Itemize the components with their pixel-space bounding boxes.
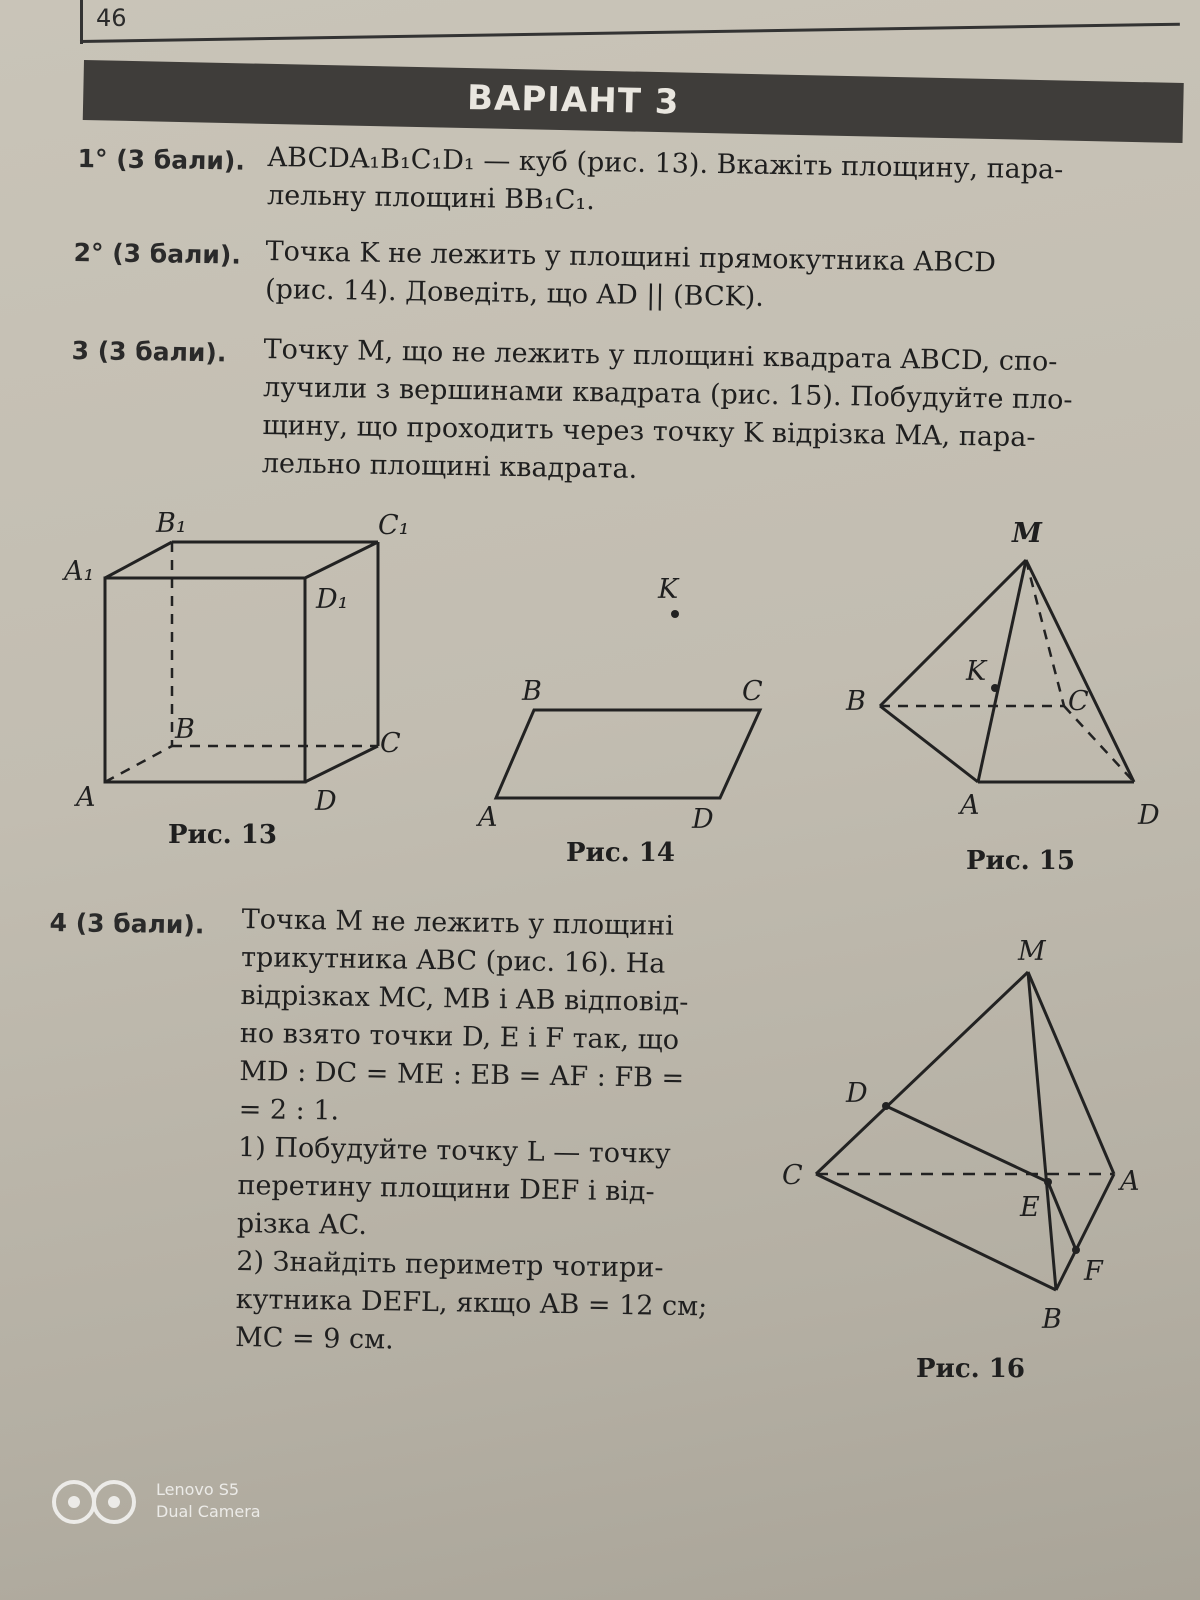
cube-hidden-edge <box>105 746 172 782</box>
edge-MB <box>880 560 1026 706</box>
label-C: C <box>742 676 763 707</box>
task-3-line: лельно площині квадрата. <box>261 448 638 485</box>
header-rule-horizontal <box>80 23 1180 43</box>
label-B: B <box>175 714 195 745</box>
task-3-line: щину, що проходить через точку K відрізка MA, пара- <box>262 410 1036 454</box>
task-2-line: (рис. 14). Доведіть, що AD || (BCK). <box>264 274 765 313</box>
task-4-line: 2) Знайдіть периметр чотири- <box>236 1245 664 1284</box>
label-B1: B₁ <box>156 510 187 539</box>
label-D: D <box>846 1078 868 1109</box>
point-F <box>1072 1246 1080 1254</box>
point-E <box>1044 1178 1052 1186</box>
task-2-label: 2° (3 бали). <box>73 237 242 270</box>
task-1-line: лельну площині BB₁C₁. <box>266 179 596 217</box>
task-2-line: Точка K не лежить у площині прямокутника ABCD <box>265 236 997 279</box>
label-A1: A₁ <box>64 556 95 587</box>
figure-13-caption: Рис. 13 <box>168 820 277 850</box>
label-M: M <box>1018 936 1046 967</box>
page-number: 46 <box>96 4 127 32</box>
label-F: F <box>1084 1256 1103 1287</box>
label-D: D <box>692 804 714 835</box>
task-4-line: MC = 9 см. <box>234 1321 394 1356</box>
task-1-label: 1° (3 бали). <box>77 143 246 176</box>
label-D: D <box>1138 800 1160 831</box>
edge-MA <box>1028 972 1114 1174</box>
edge-MC <box>816 972 1028 1174</box>
label-A: A <box>76 782 96 810</box>
figure-15-caption: Рис. 15 <box>966 846 1075 876</box>
task-4-line: Точка M не лежить у площині <box>241 904 675 942</box>
label-K: K <box>658 574 679 605</box>
hidden-edge-CD <box>1064 706 1134 782</box>
task-4-label: 4 (3 бали). <box>49 907 205 940</box>
label-A: A <box>478 802 498 833</box>
label-E: E <box>1020 1192 1040 1223</box>
rectangle-ABCD <box>496 710 760 798</box>
label-B: B <box>1042 1304 1062 1335</box>
task-3-line: Точку M, що не лежить у площині квадрата ABCD, спо- <box>263 334 1058 378</box>
cube-edge <box>305 542 378 578</box>
task-4-line: но взято точки D, E і F так, що <box>239 1018 680 1056</box>
task-4-line: 1) Побудуйте точку L — точку <box>237 1131 671 1170</box>
task-4-line: = 2 : 1. <box>238 1093 340 1127</box>
figure-13-cube <box>60 510 440 810</box>
variant-title: ВАРІАНТ 3 <box>466 78 680 123</box>
header-rule-vertical <box>80 0 83 44</box>
edge-BA <box>880 706 978 782</box>
figure-16-caption: Рис. 16 <box>916 1354 1025 1384</box>
task-4-line: різка AC. <box>236 1207 368 1242</box>
cube-front-face <box>105 578 305 782</box>
label-C: C <box>380 728 401 759</box>
figure-16-tetrahedron <box>780 920 1180 1340</box>
label-B: B <box>522 676 542 707</box>
label-D: D <box>315 786 337 810</box>
label-A: A <box>960 790 980 821</box>
task-4-line: MD : DC = ME : EB = AF : FB = <box>239 1055 685 1094</box>
figure-14-rectangle <box>470 570 800 840</box>
label-A: A <box>1120 1166 1140 1197</box>
label-M: M <box>1012 520 1042 549</box>
task-3-line: лучили з вершинами квадрата (рис. 15). Побудуйте пло- <box>262 372 1073 416</box>
label-D1: D₁ <box>316 584 349 615</box>
figure-15-pyramid <box>840 520 1170 850</box>
watermark-line1: Lenovo S5 <box>156 1480 240 1499</box>
task-1-line: ABCDA₁B₁C₁D₁ — куб (рис. 13). Вкажіть площину, пара- <box>267 141 1064 186</box>
task-4-line: відрізках MC, MB і AB відповід- <box>240 980 689 1019</box>
hidden-edge-MC <box>1026 560 1064 706</box>
task-3-label: 3 (3 бали). <box>71 335 227 368</box>
camera-logo-icon <box>50 1476 142 1528</box>
label-B: B <box>846 686 866 717</box>
task-4-line: перетину площини DEF і від- <box>237 1169 655 1208</box>
point-K <box>671 610 679 618</box>
task-4-line: трикутника ABC (рис. 16). На <box>240 942 666 980</box>
edge-MD <box>1026 560 1134 782</box>
label-C: C <box>782 1160 803 1191</box>
variant-banner <box>83 60 1184 143</box>
segment-DE <box>886 1106 1048 1182</box>
task-4-line: кутника DEFL, якщо AB = 12 см; <box>235 1283 708 1323</box>
cube-edge <box>305 746 378 782</box>
point-K <box>991 684 999 692</box>
label-C: C <box>1068 686 1089 717</box>
edge-MB <box>1028 972 1056 1290</box>
label-C1: C₁ <box>378 510 410 541</box>
watermark-line2: Dual Camera <box>156 1502 261 1521</box>
label-K: K <box>966 656 987 687</box>
cube-edge <box>105 542 172 578</box>
figure-14-caption: Рис. 14 <box>566 838 675 868</box>
point-D <box>882 1102 890 1110</box>
